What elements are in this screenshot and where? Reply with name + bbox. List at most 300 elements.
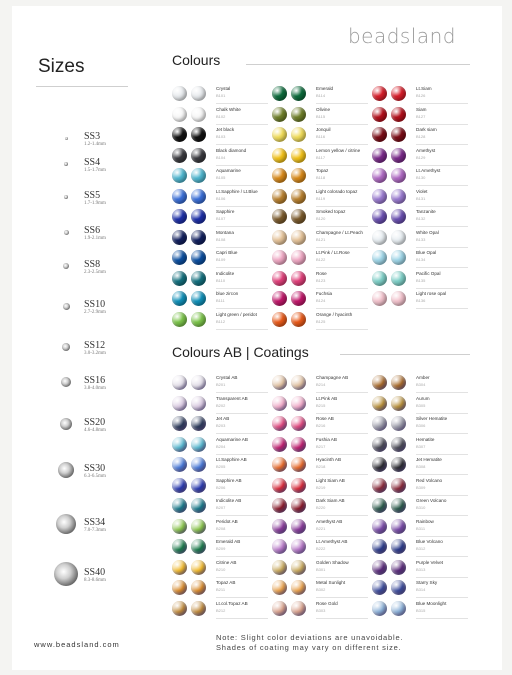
swatch-name: Hematite bbox=[416, 436, 435, 442]
rhinestone-swatch-icon bbox=[172, 478, 187, 493]
swatch-name: Jet AB bbox=[216, 416, 230, 421]
rhinestone-swatch-icon bbox=[272, 478, 287, 493]
rhinestone-swatch-icon bbox=[391, 291, 406, 306]
rhinestone-swatch-icon bbox=[372, 457, 387, 472]
swatch-name: Starry Sky bbox=[416, 580, 438, 585]
rhinestone-swatch-icon bbox=[391, 168, 406, 183]
swatch-row bbox=[272, 455, 370, 476]
swatch-name: Smoked topaz bbox=[316, 209, 346, 214]
swatch-code: B108 bbox=[216, 236, 226, 242]
rhinestone-swatch-icon bbox=[372, 519, 387, 534]
size-mm: 1.7-1.9mm bbox=[84, 201, 106, 206]
rhinestone-swatch-icon bbox=[191, 560, 206, 575]
swatch-code: B207 bbox=[216, 505, 226, 510]
swatch-name: Citrine AB bbox=[216, 559, 237, 565]
rhinestone-size-icon bbox=[61, 377, 71, 387]
rhinestone-swatch-icon bbox=[291, 416, 306, 431]
rhinestone-swatch-icon bbox=[191, 168, 206, 183]
rhinestone-swatch-icon bbox=[172, 230, 187, 245]
rhinestone-swatch-icon bbox=[191, 312, 206, 327]
size-label: SS34 bbox=[84, 517, 106, 528]
rhinestone-swatch-icon bbox=[272, 601, 287, 616]
rhinestone-swatch-icon bbox=[391, 416, 406, 431]
rhinestone-swatch-icon bbox=[191, 189, 206, 204]
rhinestone-swatch-icon bbox=[291, 168, 306, 183]
rhinestone-swatch-icon bbox=[191, 271, 206, 286]
rhinestone-swatch-icon bbox=[391, 478, 406, 493]
size-item bbox=[48, 417, 158, 438]
swatch-row bbox=[172, 187, 270, 208]
rhinestone-swatch-icon bbox=[391, 230, 406, 245]
rhinestone-swatch-icon bbox=[391, 457, 406, 472]
size-label: SS8 bbox=[84, 259, 101, 270]
rhinestone-swatch-icon bbox=[291, 539, 306, 554]
swatch-name: Jet black bbox=[216, 127, 235, 132]
swatch-name: Blue Opal bbox=[416, 250, 437, 255]
rhinestone-size-icon bbox=[58, 462, 74, 478]
swatch-code: B214 bbox=[316, 382, 326, 387]
swatch-code: B109 bbox=[216, 257, 226, 262]
rhinestone-size-icon bbox=[65, 137, 68, 140]
swatch-code: B125 bbox=[316, 318, 326, 324]
rhinestone-swatch-icon bbox=[191, 127, 206, 142]
rhinestone-swatch-icon bbox=[391, 209, 406, 224]
swatch-name: Crystal bbox=[216, 86, 231, 91]
rhinestone-swatch-icon bbox=[172, 375, 187, 390]
size-item bbox=[48, 225, 158, 246]
size-label: SS6 bbox=[84, 225, 101, 236]
swatch-name: blue zircon bbox=[216, 291, 239, 296]
rhinestone-swatch-icon bbox=[272, 271, 287, 286]
swatch-row bbox=[172, 414, 270, 435]
swatch-code: B101 bbox=[216, 93, 226, 98]
row-divider bbox=[216, 618, 268, 619]
swatch-code: B107 bbox=[216, 216, 226, 221]
rhinestone-swatch-icon bbox=[372, 437, 387, 452]
rhinestone-swatch-icon bbox=[372, 580, 387, 595]
swatch-name: Rose AB bbox=[316, 416, 334, 421]
row-divider bbox=[416, 618, 468, 619]
rhinestone-swatch-icon bbox=[272, 560, 287, 575]
rhinestone-swatch-icon bbox=[191, 580, 206, 595]
footer-url[interactable]: www.beadsland.com bbox=[34, 640, 120, 649]
rhinestone-swatch-icon bbox=[291, 498, 306, 513]
rhinestone-swatch-icon bbox=[172, 416, 187, 431]
rhinestone-size-icon bbox=[64, 195, 68, 199]
swatch-row bbox=[372, 166, 470, 187]
swatch-code: B314 bbox=[416, 587, 426, 592]
rhinestone-swatch-icon bbox=[391, 189, 406, 204]
swatch-code: B204 bbox=[216, 443, 226, 449]
size-mm: 4.6-4.8mm bbox=[84, 428, 106, 433]
swatch-name: Blue Volcano bbox=[416, 539, 443, 544]
rhinestone-swatch-icon bbox=[391, 107, 406, 122]
swatch-row bbox=[372, 373, 470, 394]
swatch-row bbox=[172, 269, 270, 290]
rhinestone-swatch-icon bbox=[272, 107, 287, 122]
swatch-code: B134 bbox=[416, 257, 426, 262]
rhinestone-swatch-icon bbox=[191, 416, 206, 431]
rhinestone-swatch-icon bbox=[172, 498, 187, 513]
swatch-code: B116 bbox=[316, 134, 326, 139]
rhinestone-swatch-icon bbox=[191, 375, 206, 390]
rhinestone-swatch-icon bbox=[291, 478, 306, 493]
rhinestone-swatch-icon bbox=[172, 168, 187, 183]
swatch-row bbox=[372, 558, 470, 579]
rhinestone-swatch-icon bbox=[372, 230, 387, 245]
swatch-row bbox=[372, 414, 470, 435]
rhinestone-swatch-icon bbox=[391, 271, 406, 286]
ab-divider bbox=[340, 354, 470, 355]
swatch-code: B304 bbox=[416, 382, 426, 387]
swatch-row bbox=[172, 166, 270, 187]
swatch-row bbox=[172, 599, 270, 620]
size-mm: 2.3-2.5mm bbox=[84, 270, 106, 275]
swatch-code: B135 bbox=[416, 277, 426, 283]
swatch-code: B209 bbox=[216, 546, 226, 551]
rhinestone-swatch-icon bbox=[391, 560, 406, 575]
rhinestone-swatch-icon bbox=[291, 560, 306, 575]
swatch-name: Champagne / Lt.Peach bbox=[316, 229, 363, 235]
row-divider bbox=[316, 618, 368, 619]
swatch-row bbox=[172, 207, 270, 228]
size-mm: 8.3-8.6mm bbox=[84, 578, 106, 583]
swatch-name: Siam bbox=[416, 106, 427, 112]
swatch-row bbox=[272, 435, 370, 456]
rhinestone-size-icon bbox=[63, 263, 69, 269]
rhinestone-swatch-icon bbox=[191, 437, 206, 452]
swatch-name: Lt.Pink / Lt.Rose bbox=[316, 250, 350, 255]
swatch-code: B104 bbox=[216, 154, 226, 160]
swatch-name: Rainbow bbox=[416, 518, 434, 524]
swatch-code: B310 bbox=[416, 505, 426, 510]
swatch-name: Light Siam AB bbox=[316, 477, 345, 483]
swatch-row bbox=[172, 537, 270, 558]
swatch-code: B218 bbox=[316, 464, 326, 469]
rhinestone-swatch-icon bbox=[191, 539, 206, 554]
swatch-name: Aquamarine bbox=[216, 168, 241, 173]
rhinestone-swatch-icon bbox=[191, 457, 206, 472]
swatch-name: Light rose opal bbox=[416, 291, 447, 296]
swatch-row bbox=[172, 517, 270, 538]
rhinestone-swatch-icon bbox=[272, 539, 287, 554]
size-item bbox=[48, 517, 158, 538]
swatch-code: B215 bbox=[316, 402, 326, 408]
rhinestone-swatch-icon bbox=[172, 437, 187, 452]
swatch-name: Lt.Siam bbox=[416, 86, 432, 91]
rhinestone-swatch-icon bbox=[391, 375, 406, 390]
swatch-name: Blue Moonlight bbox=[416, 600, 447, 606]
swatch-row bbox=[172, 435, 270, 456]
swatch-name: Black diamond bbox=[216, 147, 247, 153]
swatch-code: B210 bbox=[216, 566, 226, 572]
sizes-divider bbox=[36, 86, 128, 87]
rhinestone-swatch-icon bbox=[272, 148, 287, 163]
swatch-code: B208 bbox=[216, 525, 226, 531]
rhinestone-swatch-icon bbox=[191, 396, 206, 411]
swatch-code: B309 bbox=[416, 484, 426, 490]
swatch-name: Chalk White bbox=[216, 106, 241, 112]
size-label: SS12 bbox=[84, 340, 106, 351]
swatch-code: B303 bbox=[316, 607, 326, 613]
rhinestone-swatch-icon bbox=[372, 539, 387, 554]
swatch-name: Lt.col.Topaz AB bbox=[216, 600, 248, 606]
rhinestone-swatch-icon bbox=[172, 457, 187, 472]
swatch-name: Green Volcano bbox=[416, 498, 447, 503]
swatch-row bbox=[272, 248, 370, 269]
size-label: SS16 bbox=[84, 375, 106, 386]
rhinestone-swatch-icon bbox=[272, 209, 287, 224]
rhinestone-swatch-icon bbox=[172, 312, 187, 327]
swatch-row bbox=[272, 373, 370, 394]
row-divider bbox=[316, 329, 368, 330]
swatch-code: B118 bbox=[316, 175, 326, 180]
rhinestone-swatch-icon bbox=[191, 86, 206, 101]
rhinestone-swatch-icon bbox=[391, 580, 406, 595]
size-item bbox=[48, 375, 158, 396]
rhinestone-swatch-icon bbox=[291, 250, 306, 265]
rhinestone-swatch-icon bbox=[172, 560, 187, 575]
swatch-name: Light green / peridot bbox=[216, 311, 257, 317]
rhinestone-swatch-icon bbox=[191, 209, 206, 224]
swatch-code: B201 bbox=[216, 382, 226, 387]
swatch-code: B105 bbox=[216, 175, 226, 180]
rhinestone-swatch-icon bbox=[372, 148, 387, 163]
rhinestone-swatch-icon bbox=[272, 457, 287, 472]
size-item bbox=[48, 259, 158, 280]
ab-title: Colours AB | Coatings bbox=[172, 344, 309, 360]
swatch-row bbox=[272, 269, 370, 290]
rhinestone-swatch-icon bbox=[272, 291, 287, 306]
swatch-code: B220 bbox=[316, 505, 326, 510]
disclaimer-note bbox=[216, 633, 403, 653]
swatch-code: B212 bbox=[216, 607, 226, 613]
swatch-row bbox=[172, 310, 270, 331]
swatch-code: B312 bbox=[416, 546, 426, 551]
rhinestone-size-icon bbox=[60, 418, 72, 430]
swatch-code: B132 bbox=[416, 216, 426, 221]
swatch-name: White Opal bbox=[416, 229, 439, 235]
size-label: SS5 bbox=[84, 190, 101, 201]
swatch-row bbox=[372, 455, 470, 476]
rhinestone-swatch-icon bbox=[172, 291, 187, 306]
rhinestone-swatch-icon bbox=[372, 189, 387, 204]
size-mm: 6.3-6.5mm bbox=[84, 474, 106, 479]
rhinestone-swatch-icon bbox=[172, 209, 187, 224]
swatch-name: Amethyst AB bbox=[316, 518, 343, 524]
rhinestone-swatch-icon bbox=[291, 148, 306, 163]
swatch-row bbox=[372, 207, 470, 228]
row-divider bbox=[216, 329, 268, 330]
rhinestone-swatch-icon bbox=[391, 148, 406, 163]
swatch-name: Indicolite bbox=[216, 270, 235, 276]
swatch-code: B205 bbox=[216, 464, 226, 469]
swatch-code: B129 bbox=[416, 154, 426, 160]
rhinestone-swatch-icon bbox=[372, 271, 387, 286]
swatch-code: B130 bbox=[416, 175, 426, 180]
swatch-name: Aquamarine AB bbox=[216, 436, 248, 442]
swatch-code: B128 bbox=[416, 134, 426, 139]
swatch-code: B307 bbox=[416, 443, 426, 449]
swatch-row bbox=[372, 517, 470, 538]
rhinestone-size-icon bbox=[62, 343, 70, 351]
rhinestone-swatch-icon bbox=[272, 86, 287, 101]
swatch-code: B122 bbox=[316, 257, 326, 262]
swatch-code: B221 bbox=[316, 525, 326, 531]
swatch-code: B211 bbox=[216, 587, 226, 592]
swatch-row bbox=[172, 558, 270, 579]
rhinestone-swatch-icon bbox=[372, 396, 387, 411]
size-mm: 2.7-2.9mm bbox=[84, 310, 106, 315]
rhinestone-swatch-icon bbox=[272, 498, 287, 513]
swatch-row bbox=[172, 228, 270, 249]
swatch-name: Crystal AB bbox=[216, 375, 238, 380]
swatch-row bbox=[272, 105, 370, 126]
size-item bbox=[48, 157, 158, 178]
swatch-name: Lt.Amethyst bbox=[416, 168, 441, 173]
size-label: SS10 bbox=[84, 299, 106, 310]
rhinestone-swatch-icon bbox=[291, 457, 306, 472]
swatch-code: B112 bbox=[216, 318, 226, 324]
swatch-code: B202 bbox=[216, 402, 226, 408]
rhinestone-swatch-icon bbox=[172, 601, 187, 616]
rhinestone-swatch-icon bbox=[191, 519, 206, 534]
size-item bbox=[48, 299, 158, 320]
swatch-code: B110 bbox=[216, 277, 226, 283]
rhinestone-swatch-icon bbox=[272, 312, 287, 327]
size-mm: 3.0-3.2mm bbox=[84, 351, 106, 356]
size-item bbox=[48, 131, 158, 152]
swatch-code: B306 bbox=[416, 423, 426, 428]
swatch-code: B103 bbox=[216, 134, 226, 139]
rhinestone-swatch-icon bbox=[272, 127, 287, 142]
rhinestone-swatch-icon bbox=[372, 250, 387, 265]
rhinestone-swatch-icon bbox=[291, 580, 306, 595]
rhinestone-swatch-icon bbox=[391, 396, 406, 411]
swatch-code: B203 bbox=[216, 423, 226, 428]
rhinestone-swatch-icon bbox=[172, 127, 187, 142]
swatch-name: Rose bbox=[316, 270, 327, 276]
swatch-name: Emerald bbox=[316, 86, 334, 91]
rhinestone-swatch-icon bbox=[291, 437, 306, 452]
swatch-name: Rose Gold bbox=[316, 600, 338, 606]
swatch-row bbox=[372, 496, 470, 517]
size-mm: 3.8-4.0mm bbox=[84, 386, 106, 391]
swatch-code: B124 bbox=[316, 298, 326, 303]
swatch-row bbox=[172, 394, 270, 415]
size-label: SS4 bbox=[84, 157, 101, 168]
swatch-name: Golden Shadow bbox=[316, 559, 349, 565]
swatch-row bbox=[372, 394, 470, 415]
colours-title: Colours bbox=[172, 52, 221, 68]
rhinestone-swatch-icon bbox=[172, 396, 187, 411]
rhinestone-swatch-icon bbox=[272, 189, 287, 204]
swatch-row bbox=[372, 578, 470, 599]
swatch-row bbox=[172, 146, 270, 167]
rhinestone-swatch-icon bbox=[172, 580, 187, 595]
rhinestone-swatch-icon bbox=[172, 86, 187, 101]
rhinestone-swatch-icon bbox=[191, 601, 206, 616]
swatch-name: Orange / hyacinth bbox=[316, 311, 353, 317]
size-mm: 1.9-2.1mm bbox=[84, 236, 106, 241]
swatch-row bbox=[272, 84, 370, 105]
swatch-name: Sapphire AB bbox=[216, 477, 242, 483]
swatch-row bbox=[172, 578, 270, 599]
rhinestone-size-icon bbox=[64, 230, 69, 235]
swatch-name: Amethyst bbox=[416, 147, 436, 153]
swatch-code: B308 bbox=[416, 464, 426, 469]
swatch-code: B302 bbox=[316, 587, 326, 592]
rhinestone-swatch-icon bbox=[372, 560, 387, 575]
swatch-name: Tanzanite bbox=[416, 209, 436, 214]
swatch-code: B121 bbox=[316, 236, 326, 242]
rhinestone-swatch-icon bbox=[391, 437, 406, 452]
swatch-code: B206 bbox=[216, 484, 226, 490]
swatch-row bbox=[372, 187, 470, 208]
swatch-code: B102 bbox=[216, 113, 226, 119]
swatch-code: B114 bbox=[316, 93, 326, 98]
swatch-name: Topaz bbox=[316, 168, 329, 173]
swatch-row bbox=[272, 496, 370, 517]
swatch-code: B301 bbox=[316, 566, 326, 572]
swatch-code: B305 bbox=[416, 402, 426, 408]
swatch-code: B311 bbox=[416, 525, 426, 531]
swatch-name: Violet bbox=[416, 188, 428, 194]
swatch-code: B123 bbox=[316, 277, 326, 283]
swatch-name: Metal Sunlight bbox=[316, 580, 346, 585]
rhinestone-swatch-icon bbox=[291, 396, 306, 411]
rhinestone-size-icon bbox=[63, 303, 70, 310]
swatch-row bbox=[272, 599, 370, 620]
swatch-name: Jet Hematite bbox=[416, 457, 442, 462]
swatch-row bbox=[272, 146, 370, 167]
swatch-name: Olivine bbox=[316, 106, 331, 112]
swatch-row bbox=[372, 125, 470, 146]
swatch-row bbox=[372, 599, 470, 620]
swatch-row bbox=[372, 84, 470, 105]
rhinestone-swatch-icon bbox=[291, 312, 306, 327]
rhinestone-swatch-icon bbox=[172, 539, 187, 554]
swatch-code: B115 bbox=[316, 113, 326, 119]
size-label: SS20 bbox=[84, 417, 106, 428]
size-label: SS3 bbox=[84, 131, 101, 142]
swatch-row bbox=[272, 228, 370, 249]
size-item bbox=[48, 340, 158, 361]
swatch-code: B111 bbox=[216, 298, 225, 303]
swatch-row bbox=[172, 496, 270, 517]
rhinestone-swatch-icon bbox=[272, 168, 287, 183]
rhinestone-swatch-icon bbox=[372, 291, 387, 306]
swatch-row bbox=[272, 125, 370, 146]
rhinestone-swatch-icon bbox=[172, 189, 187, 204]
size-item bbox=[48, 190, 158, 211]
size-mm: 7.0-7.3mm bbox=[84, 528, 106, 533]
swatch-name: Lt.Sapphire / Lt.Blue bbox=[216, 188, 258, 194]
swatch-name: Pacific Opal bbox=[416, 270, 441, 276]
rhinestone-swatch-icon bbox=[191, 107, 206, 122]
swatch-name: Aurum bbox=[416, 395, 430, 401]
rhinestone-swatch-icon bbox=[272, 250, 287, 265]
swatch-code: B119 bbox=[316, 195, 326, 201]
rhinestone-size-icon bbox=[56, 514, 76, 534]
swatch-code: B136 bbox=[416, 298, 426, 303]
size-mm: 1.5-1.7mm bbox=[84, 168, 106, 173]
swatch-name: Silver Hematite bbox=[416, 416, 448, 421]
rhinestone-swatch-icon bbox=[191, 230, 206, 245]
swatch-code: B222 bbox=[316, 546, 326, 551]
rhinestone-swatch-icon bbox=[272, 396, 287, 411]
rhinestone-swatch-icon bbox=[172, 148, 187, 163]
